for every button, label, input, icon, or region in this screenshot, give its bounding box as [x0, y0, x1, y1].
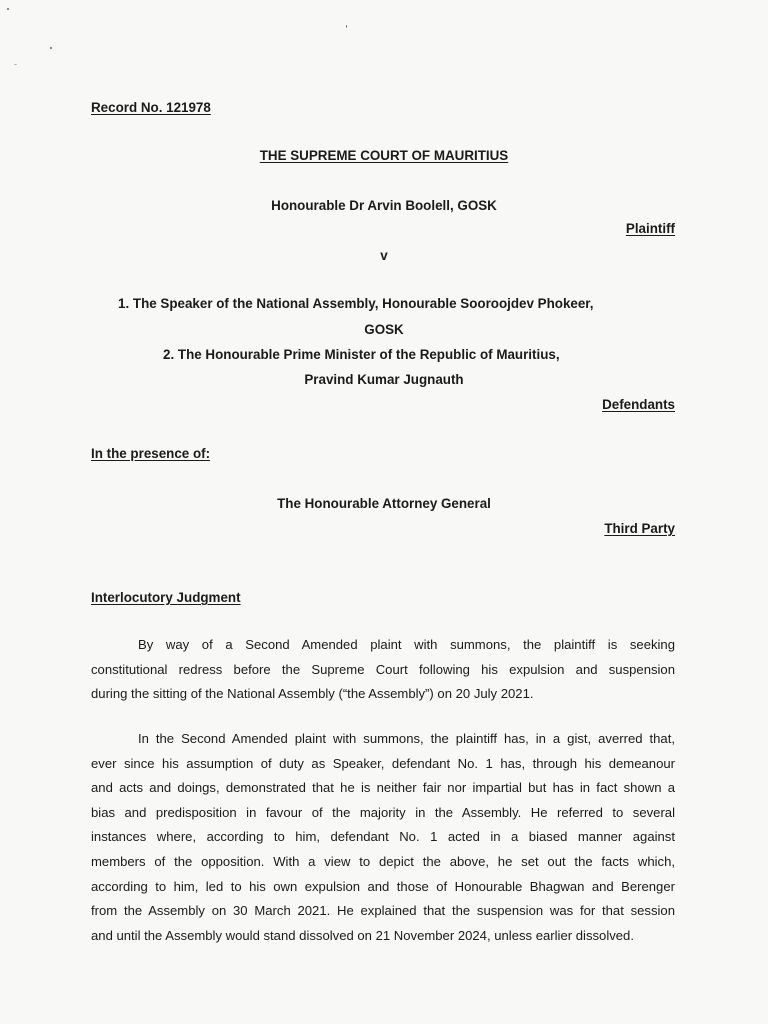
- defendants-label: Defendants: [602, 397, 675, 412]
- defendant-1-line1: 1. The Speaker of the National Assembly, Honourable Sooroojdev Phokeer,: [118, 296, 594, 311]
- defendant-1-line2: GOSK: [364, 322, 404, 337]
- paragraph-line: By way of a Second Amended plaint with summons, the plaintiff is seeking: [138, 637, 675, 652]
- paragraph-line: and acts and doings, demonstrated that he is neither fair nor impartial but has in fact shown a: [91, 780, 675, 796]
- paragraph-line: from the Assembly on 30 March 2021. He explained that the suspension was for that session: [91, 903, 675, 919]
- third-party-label: Third Party: [604, 521, 675, 536]
- presence-heading: In the presence of:: [91, 446, 211, 461]
- paragraph-line: and until the Assembly would stand dissolved on 21 November 2024, unless earlier dissolved.: [91, 927, 634, 943]
- court-title: THE SUPREME COURT OF MAURITIUS: [259, 148, 509, 163]
- paragraph-line: In the Second Amended plaint with summons, the plaintiff has, in a gist, averred that,: [138, 731, 675, 746]
- paragraph-line: ever since his assumption of duty as Speaker, defendant No. 1 has, through his demeanour: [91, 755, 675, 771]
- paragraph-line: members of the opposition. With a view to depict the above, he set out the facts which,: [91, 853, 675, 869]
- versus: v: [380, 248, 388, 263]
- defendant-2-line1: 2. The Honourable Prime Minister of the Republic of Mauritius,: [163, 347, 560, 362]
- paragraph-line: according to him, led to his own expulsion and those of Honourable Bhagwan and Berenger: [91, 878, 675, 894]
- paragraph-line: constitutional redress before the Supreme Court following his expulsion and suspension: [91, 661, 675, 677]
- paragraph-line: during the sitting of the National Assembly (“the Assembly”) on 20 July 2021.: [91, 686, 534, 702]
- third-party-name: The Honourable Attorney General: [277, 496, 491, 511]
- paragraph-line: instances where, according to him, defendant No. 1 acted in a biased manner against: [91, 829, 675, 845]
- defendant-2-line2: Pravind Kumar Jugnauth: [304, 372, 464, 387]
- record-number: Record No. 121978: [91, 100, 211, 115]
- plaintiff-name: Honourable Dr Arvin Boolell, GOSK: [271, 198, 497, 213]
- scan-speck: [14, 64, 17, 65]
- scan-speck: [50, 47, 52, 49]
- paragraph-2: [91, 727, 675, 948]
- paragraph-1: [91, 633, 675, 707]
- judgment-heading: Interlocutory Judgment: [91, 590, 241, 605]
- scan-speck: [7, 8, 9, 10]
- scan-speck: [346, 25, 347, 28]
- paragraph-line: bias and predisposition in favour of the majority in the Assembly. He referred to several: [91, 804, 675, 820]
- plaintiff-label: Plaintiff: [625, 221, 675, 236]
